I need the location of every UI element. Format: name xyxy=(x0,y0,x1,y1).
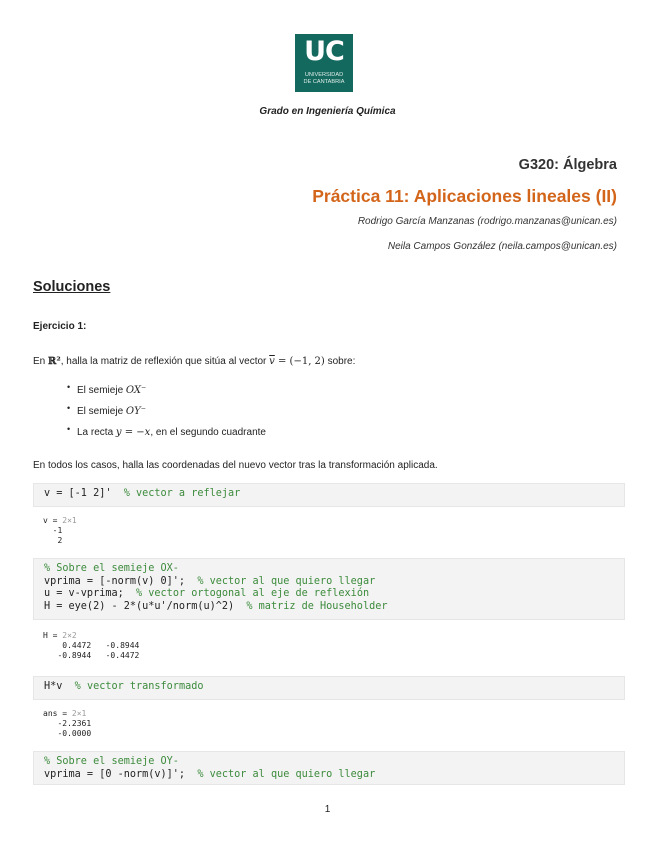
vector-symbol: $\overline{v}$ xyxy=(269,356,275,367)
code-comment: % matriz de Householder xyxy=(246,600,388,612)
logo-line-2: DE CANTABRIA xyxy=(303,79,345,85)
exercise-heading: Ejercicio 1: xyxy=(33,321,87,332)
code-comment: % vector al que quiero llegar xyxy=(197,575,376,587)
code-line: u = v-vprima; xyxy=(44,588,137,600)
output-name: H = xyxy=(43,631,63,640)
code-cell[interactable] xyxy=(33,483,625,507)
output-name: v = xyxy=(43,516,63,525)
output-name: ans = xyxy=(43,709,72,718)
code-line: H*v xyxy=(44,681,75,692)
output-dims: 2×2 xyxy=(62,631,77,640)
code-line: vprima = [-norm(v) 0]'; xyxy=(44,575,198,587)
degree-name: Grado en Ingeniería Química xyxy=(259,106,396,117)
code-line: H = eye(2) - 2*(u*u'/norm(u)^2) xyxy=(44,600,247,612)
instruction-text: En todos los casos, halla las coordenadas del nuevo vector tras la transformación aplicada. xyxy=(33,460,438,471)
statement-mid: , halla la matriz de reflexión que sitúa al vector xyxy=(60,356,270,367)
code-cell[interactable] xyxy=(33,676,625,700)
author-1: Rodrigo García Manzanas (rodrigo.manzanas@unican.es) xyxy=(357,216,617,227)
code-output xyxy=(43,516,77,546)
code-comment: % vector transformado xyxy=(74,681,204,692)
code-comment: % vector a reflejar xyxy=(123,488,241,499)
code-comment: % vector ortogonal al eje de reflexión xyxy=(136,588,370,600)
bullet-icon: • xyxy=(67,382,71,392)
output-row: -0.8944 -0.4472 xyxy=(43,651,140,660)
list-item-math: y = −x xyxy=(115,427,151,438)
output-row: -2.2361 xyxy=(43,719,92,728)
list-item-text: La recta xyxy=(77,427,116,438)
course-code: G320: Álgebra xyxy=(518,157,617,173)
output-row: -1 xyxy=(43,526,63,535)
output-row: 2 xyxy=(43,536,63,545)
code-line: vprima = [0 -norm(v)]'; xyxy=(44,768,198,780)
page-title: Práctica 11: Aplicaciones lineales (II) xyxy=(312,186,617,206)
code-comment: % vector al que quiero llegar xyxy=(197,768,376,780)
vector-value: = (−1, 2) xyxy=(274,356,325,367)
code-cell[interactable] xyxy=(33,558,625,620)
page-number: 1 xyxy=(324,804,331,815)
output-row: 0.4472 -0.8944 xyxy=(43,641,140,650)
output-dims: 2×1 xyxy=(71,709,87,718)
logo-mark: UC xyxy=(304,36,344,67)
bullet-icon: • xyxy=(67,403,71,413)
logo-line-1: UNIVERSIDAD xyxy=(304,72,344,78)
section-heading: Soluciones xyxy=(33,279,111,295)
space-symbol: ℝ² xyxy=(48,356,61,367)
code-output xyxy=(43,709,91,739)
exercise-statement xyxy=(33,356,355,367)
statement-post: sobre: xyxy=(324,356,356,367)
list-item-text: El semieje xyxy=(77,385,126,396)
list-item-math: OY⁻ xyxy=(125,406,146,417)
list-item-text-post: , en el segundo cuadrante xyxy=(150,427,266,438)
output-row: -0.0000 xyxy=(43,729,92,738)
statement-pre: En xyxy=(33,356,49,367)
list-item-text: El semieje xyxy=(77,406,126,417)
university-logo xyxy=(295,34,353,92)
code-line: v = [-1 2]' xyxy=(44,488,124,499)
output-dims: 2×1 xyxy=(62,516,77,525)
bullet-icon: • xyxy=(67,424,71,434)
code-comment: % Sobre el semieje OY- xyxy=(44,756,179,767)
list-item-math: OX⁻ xyxy=(125,385,147,396)
code-output xyxy=(43,631,139,661)
author-2: Neila Campos González (neila.campos@unican.es) xyxy=(387,241,617,252)
code-cell[interactable] xyxy=(33,751,625,785)
code-comment: % Sobre el semieje OX- xyxy=(44,563,179,574)
